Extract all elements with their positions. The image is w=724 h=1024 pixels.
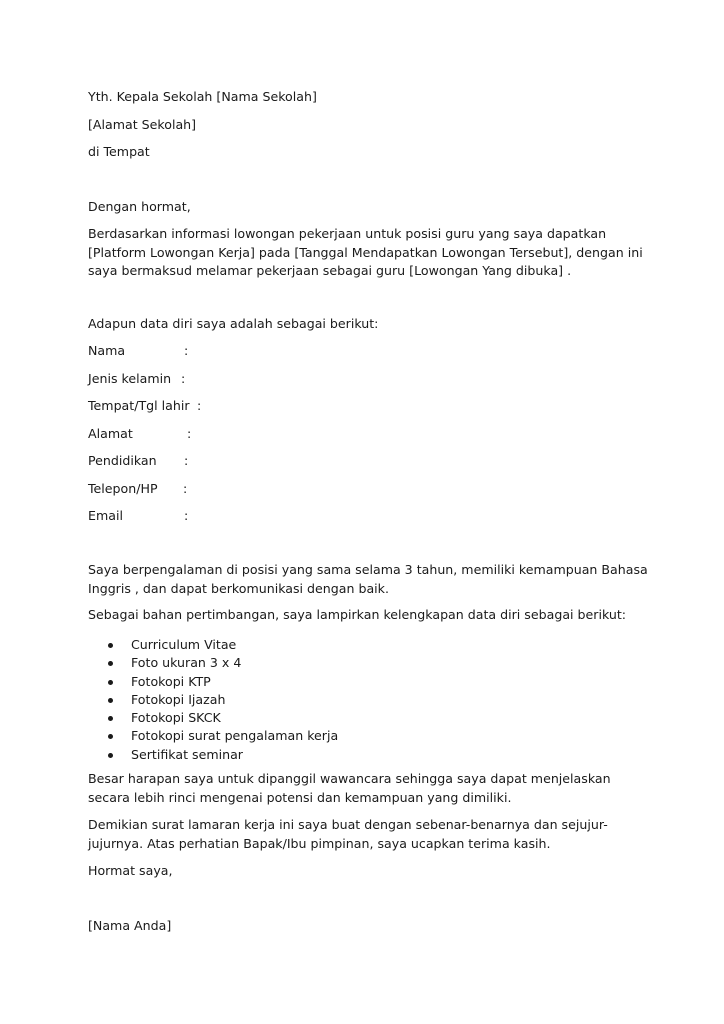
field-label-pendidikan: Pendidikan: [88, 453, 157, 468]
signature-name: [Nama Anda]: [88, 918, 172, 933]
attachment-label: Sertifikat seminar: [131, 746, 243, 762]
bullet-icon: [108, 734, 113, 739]
list-item: [88, 636, 338, 654]
bullet-icon: [108, 753, 113, 758]
place-line: di Tempat: [88, 144, 150, 159]
attachment-label: Curriculum Vitae: [131, 637, 237, 652]
field-label-telepon: Telepon/HP: [88, 481, 158, 496]
field-label-jenis-kelamin: Jenis kelamin: [88, 371, 172, 386]
school-address-line: [Alamat Sekolah]: [88, 117, 197, 132]
attachments-intro: Sebagai bahan pertimbangan, saya lampirkan kelengkapan data diri sebagai berikut:: [88, 607, 627, 622]
attachment-label: Foto ukuran 3 x 4: [131, 655, 242, 671]
list-item: [88, 673, 338, 691]
field-colon-alamat: :: [187, 426, 192, 441]
bullet-icon: [108, 716, 113, 721]
bullet-icon: [108, 643, 113, 648]
field-colon-jenis-kelamin: :: [181, 371, 186, 386]
list-item: [88, 746, 338, 764]
bullet-icon: [108, 680, 113, 685]
field-label-alamat: Alamat: [88, 426, 133, 441]
list-item: [88, 709, 338, 727]
field-colon-tempat-tgl-lahir: :: [197, 398, 202, 413]
bullet-icon: [108, 698, 113, 703]
list-item: [88, 691, 338, 709]
closing-line: Hormat saya,: [88, 863, 173, 878]
data-intro: Adapun data diri saya adalah sebagai berikut:: [88, 316, 379, 331]
hope-paragraph: Besar harapan saya untuk dipanggil wawancara sehingga saya dapat menjelaskan secara lebih rinci mengenai potensi dan kemampuan yang dimiliki.: [88, 771, 611, 805]
field-label-tempat-tgl-lahir: Tempat/Tgl lahir: [88, 398, 190, 413]
field-colon-telepon: :: [183, 481, 188, 496]
closing-paragraph: Demikian surat lamaran kerja ini saya buat dengan sebenar-benarnya dan sejujur-jujurnya. Atas perhatian Bapak/Ibu pimpinan, saya ucapkan terima kasih.: [88, 817, 608, 851]
attachment-label: Fotokopi Ijazah: [131, 691, 226, 707]
recipient-line: Yth. Kepala Sekolah [Nama Sekolah]: [88, 89, 317, 104]
field-colon-pendidikan: :: [184, 453, 189, 468]
list-item: [88, 654, 338, 672]
field-colon-nama: :: [184, 343, 189, 358]
experience-paragraph: Saya berpengalaman di posisi yang sama selama 3 tahun, memiliki kemampuan Bahasa Inggris , dan dapat berkomunikasi dengan baik.: [88, 562, 648, 596]
attachment-label: Fotokopi KTP: [131, 673, 211, 689]
list-item: [88, 727, 338, 745]
salutation: Dengan hormat,: [88, 199, 191, 214]
field-colon-email: :: [184, 508, 189, 523]
field-label-nama: Nama: [88, 343, 126, 358]
intro-paragraph: Berdasarkan informasi lowongan pekerjaan untuk posisi guru yang saya dapatkan [Platform Lowongan Kerja] pada [Tanggal Mendapatkan Lowongan Tersebut], dengan ini saya bermaksud melamar pekerjaan sebagai guru [Lowongan Yang dibuka] .: [88, 226, 643, 278]
attachment-label: Fotokopi SKCK: [131, 710, 221, 726]
attachment-label: Fotokopi surat pengalaman kerja: [131, 728, 339, 744]
attachments-list: [88, 636, 338, 764]
bullet-icon: [108, 661, 113, 666]
field-label-email: Email: [88, 508, 123, 523]
